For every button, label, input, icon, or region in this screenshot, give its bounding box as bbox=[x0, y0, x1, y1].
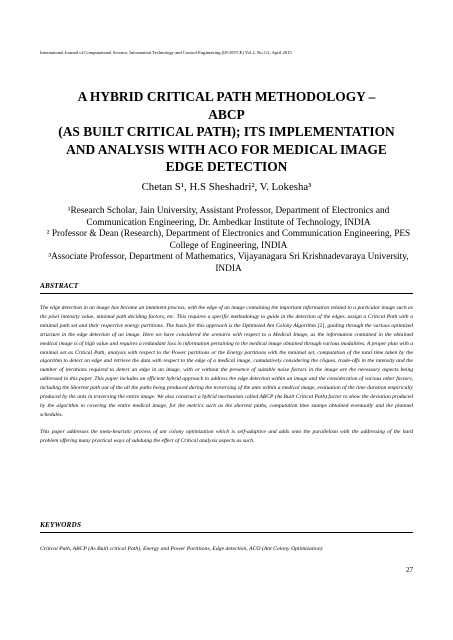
affiliation-1: ¹Research Scholar, Jain University, Assistant Professor, Department of Electronics and Communication Engineering, Dr. Ambedkar Institute of Technology, INDIA bbox=[67, 206, 390, 228]
affiliations bbox=[44, 206, 413, 276]
title-line: EDGE DETECTION bbox=[165, 159, 288, 174]
journal-header: International Journal of Computational Science, Information Technology and Control Engineering (IJCSITCE) Vol.2, No.1/2, April 2015 bbox=[40, 50, 292, 55]
keywords-body: Critical Path, ABCP (As Built critical Path), Energy and Power Partitions, Edge detection, ACO (Ant Colony Optimization) bbox=[40, 546, 323, 552]
paper-title bbox=[40, 88, 413, 176]
title-line: AND ANALYSIS WITH ACO FOR MEDICAL IMAGE bbox=[66, 141, 387, 157]
abstract-body bbox=[40, 304, 413, 454]
keywords-heading: KEYWORDS bbox=[40, 521, 82, 529]
abstract-paragraph: The edge detection in an image has become an imminent process, with the edge of an image containing the important information related to a particular image such as the pixel intensity value, minimal path deciding factors, etc. This requires a specific methodology to guide in the detection of the edges, assign a Critical Path with a minimal path set and their respective energy partitions. The basis for this approach is the Optimized Ant Colony Algorithm [2], guiding through the various optimized structure in the edge detection of an image. Here we have considered the scenario with respect to a Medical Image, as the information contained in the obtained medical image is of high value and requires a redundant loss in information pertaining to the medical image obtained through various modalities. A proper plan with a minimal set as Critical Path, analysis with respect to the Power partitions or the Energy partitions with the minimal set, computation of the total time taken by the algorithm to detect an edge and retrieve the data with respect to the edge of a medical image, cumulatively considering the cliques, trade-offs in the intensity and the number of iterations required to detect an edge in an image, with or without the presence of suitable noise factors in the image are the necessary aspects being addressed in this paper. This paper includes an efficient hybrid approach to address the edge detection within an image and the consideration of various other factors, including the Shortest path out of the all the paths being produced during the traversing of the ants within a medical image, evaluation of the time duration empirically produced by the ants in traversing the entire image. We also construct a hybrid mechanism called ABCP (As Built Critical Path) factor to show the deviation produced by the algorithm in covering the entire medical image, for the metrics such as the shortest paths, computation time stamps obtained eventually and the planned schedules. bbox=[40, 305, 413, 418]
page-number: 27 bbox=[406, 566, 413, 574]
title-line: ABCP bbox=[208, 106, 245, 122]
abstract-paragraph: This paper addresses the meta-heuristic process of ant colony optimization which is self-adaptive and adds onto the parallelism with the addressing of the hard problem offering many practical ways of subduing the effect of Critical analysis aspects as such. bbox=[40, 428, 413, 444]
title-line: (AS BUILT CRITICAL PATH); ITS IMPLEMENTATION bbox=[58, 124, 395, 139]
abstract-heading: ABSTRACT bbox=[40, 282, 79, 290]
author-list: Chetan S¹, H.S Sheshadri², V. Lokesha³ bbox=[141, 181, 312, 193]
abstract-rule bbox=[40, 293, 413, 294]
affiliation-3: ³Associate Professor, Department of Mathematics, Vijayanagara Sri Krishnadevaraya University, INDIA bbox=[48, 252, 409, 274]
affiliation-2: ² Professor & Dean (Research), Department of Electronics and Communication Engineering, PES College of Engineering, INDIA bbox=[46, 229, 411, 251]
keywords-rule bbox=[40, 532, 413, 533]
title-line: A HYBRID CRITICAL PATH METHODOLOGY – bbox=[77, 89, 376, 104]
